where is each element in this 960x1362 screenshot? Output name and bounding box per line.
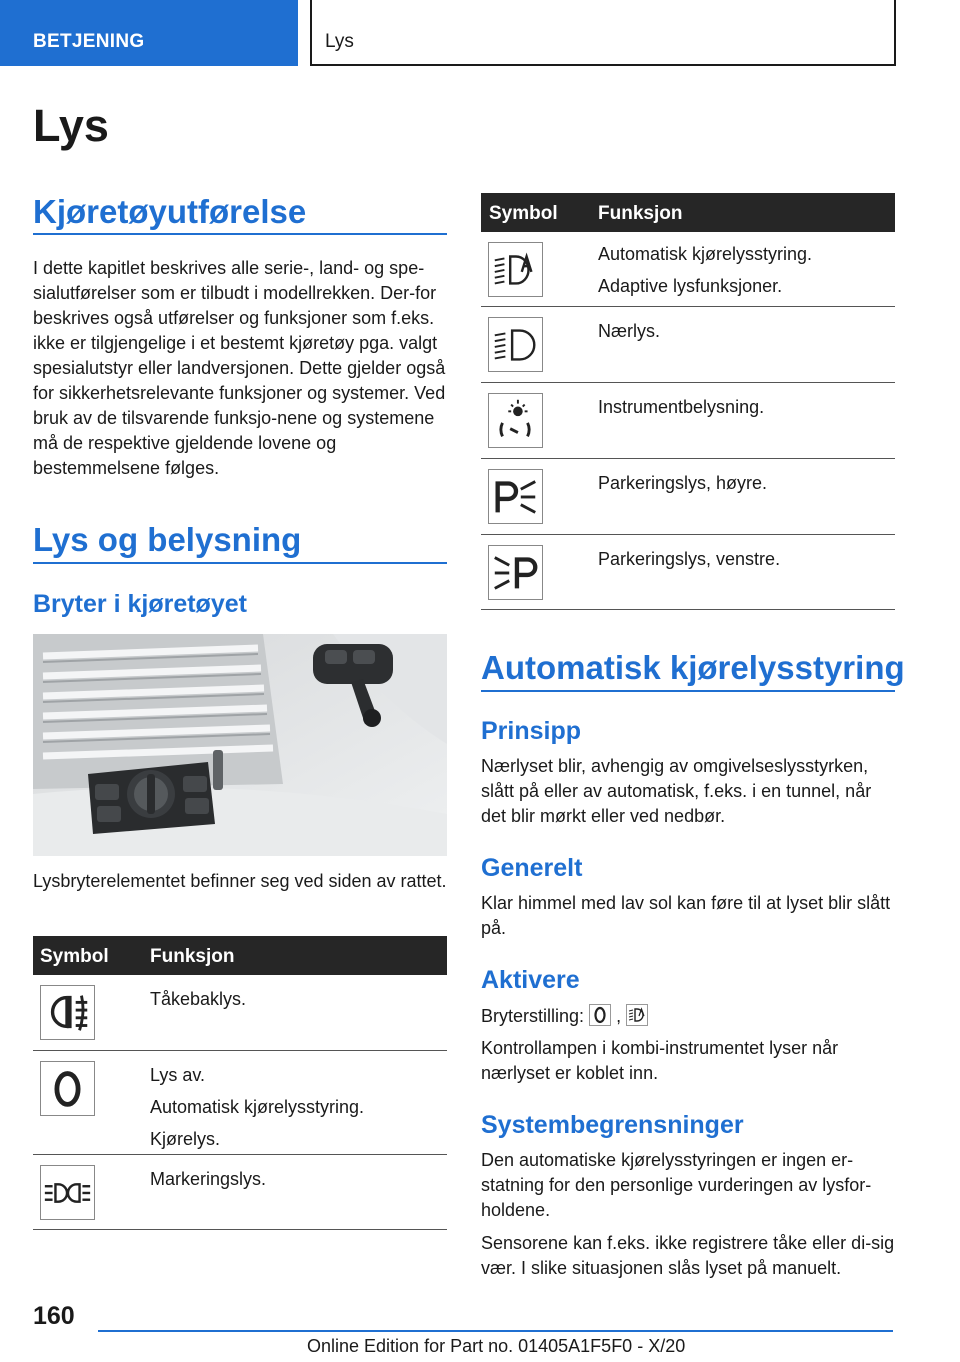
header-section-label: BETJENING: [33, 31, 145, 52]
row-function-line: Adaptive lysfunksjoner.: [598, 276, 783, 296]
low-beam-icon: [488, 317, 543, 372]
marker-lights-icon: [40, 1165, 95, 1220]
instrument-lighting-icon: [488, 393, 543, 448]
table-row: [481, 307, 895, 383]
heading-rule: [481, 690, 895, 692]
heading-rule: [33, 233, 447, 235]
col-symbol: Symbol: [40, 946, 109, 967]
vehicle-version-text: I dette kapitlet beskrives alle serie-, land- og spe-sialutførelser som er tilbudt i modellrekken. Der-for beskrives også utførelser og funksjoner som f.eks. ikke er tilgjengelige i et bestemt kjøretøy pga. valgt spesialutstyr eller landversjonen. Dette gjelder også for sikkerhetsrelevante funksjoner og systemer. Ved bruk av de tilsvarende funksjo-nene og systemene må de respektive gjeldende lovene og bestemmelsene følges.: [33, 258, 446, 478]
col-symbol: Symbol: [489, 203, 558, 224]
row-function-line: Markeringslys.: [150, 1169, 267, 1189]
heading-auto-headlight: Automatisk kjørelysstyring: [481, 649, 905, 686]
heading-general: Generelt: [481, 854, 583, 882]
row-function-line: Parkeringslys, venstre.: [598, 549, 781, 569]
heading-principle: Prinsipp: [481, 717, 582, 745]
table-header: [33, 936, 447, 975]
table-row: [481, 383, 895, 459]
activate-text: Kontrollampen i kombi-instrumentet lyser når nærlyset er koblet inn.: [481, 1038, 839, 1083]
general-text: Klar himmel med lav sol kan føre til at lyset blir slått på.: [481, 893, 891, 938]
row-function-line: Automatisk kjørelysstyring.: [598, 244, 813, 264]
row-function-line: Instrumentbelysning.: [598, 397, 765, 417]
table-row: [481, 459, 895, 535]
row-function-line: Lys av.: [150, 1065, 206, 1085]
limits-text-1: Den automatiske kjørelysstyringen er ingen er-statning for den personlige vurderingen av lysfor-holdene.: [481, 1150, 872, 1220]
auto-headlight-icon: [488, 242, 543, 297]
switch-caption: Lysbryterelementet befinner seg ved siden av rattet.: [33, 871, 447, 891]
heading-activate: Aktivere: [481, 966, 580, 994]
rear-fog-light-icon: [40, 985, 95, 1040]
light-switch-photo: [33, 634, 447, 856]
header-title: Lys: [325, 31, 354, 52]
limits-text-2: Sensorene kan f.eks. ikke registrere tåke eller di-sig vær. I slike situasjonen slås lyset på manuelt.: [481, 1233, 895, 1278]
table-row: [481, 535, 895, 610]
switch-position-separator: ,: [616, 1006, 622, 1026]
table-row: [33, 1155, 447, 1230]
lights-off-icon: [589, 1004, 611, 1033]
switch-position-line: [481, 1004, 895, 1033]
footer-edition: Online Edition for Part no. 01405A1F5F0 - X/20: [307, 1336, 686, 1356]
principle-text: Nærlyset blir, avhengig av omgivelseslysstyrken, slått på eller av automatisk, f.eks. i en tunnel, når det blir mørkt eller ved nedbør.: [481, 756, 872, 826]
row-function-line: Nærlys.: [598, 321, 660, 341]
footer-rule: [98, 1330, 893, 1332]
lights-off-icon: [40, 1061, 95, 1116]
switch-position-label: Bryterstilling:: [481, 1006, 585, 1026]
table-header: [481, 193, 895, 232]
heading-rule: [33, 562, 447, 564]
col-function: Funksjon: [150, 946, 235, 967]
table-row: [33, 975, 447, 1051]
heading-switch: Bryter i kjøretøyet: [33, 590, 247, 618]
table-row: [481, 232, 895, 307]
row-function-line: Parkeringslys, høyre.: [598, 473, 768, 493]
table-row: [33, 1051, 447, 1155]
header-title-box: [310, 0, 896, 66]
row-function-line: Automatisk kjørelysstyring.: [150, 1097, 365, 1117]
page-title: Lys: [33, 100, 109, 151]
symbol-table-right: [481, 193, 895, 610]
heading-system-limits: Systembegrensninger: [481, 1111, 744, 1139]
heading-lights: Lys og belysning: [33, 521, 302, 558]
heading-vehicle-version: Kjøretøyutførelse: [33, 193, 307, 230]
col-function: Funksjon: [598, 203, 683, 224]
page-number: 160: [33, 1302, 75, 1330]
parking-light-right-icon: [488, 469, 543, 524]
row-function-line: Kjørelys.: [150, 1129, 221, 1149]
auto-headlight-icon: [626, 1004, 648, 1033]
parking-light-left-icon: [488, 545, 543, 600]
row-function-line: Tåkebaklys.: [150, 989, 247, 1009]
symbol-table-left: [33, 936, 447, 1230]
